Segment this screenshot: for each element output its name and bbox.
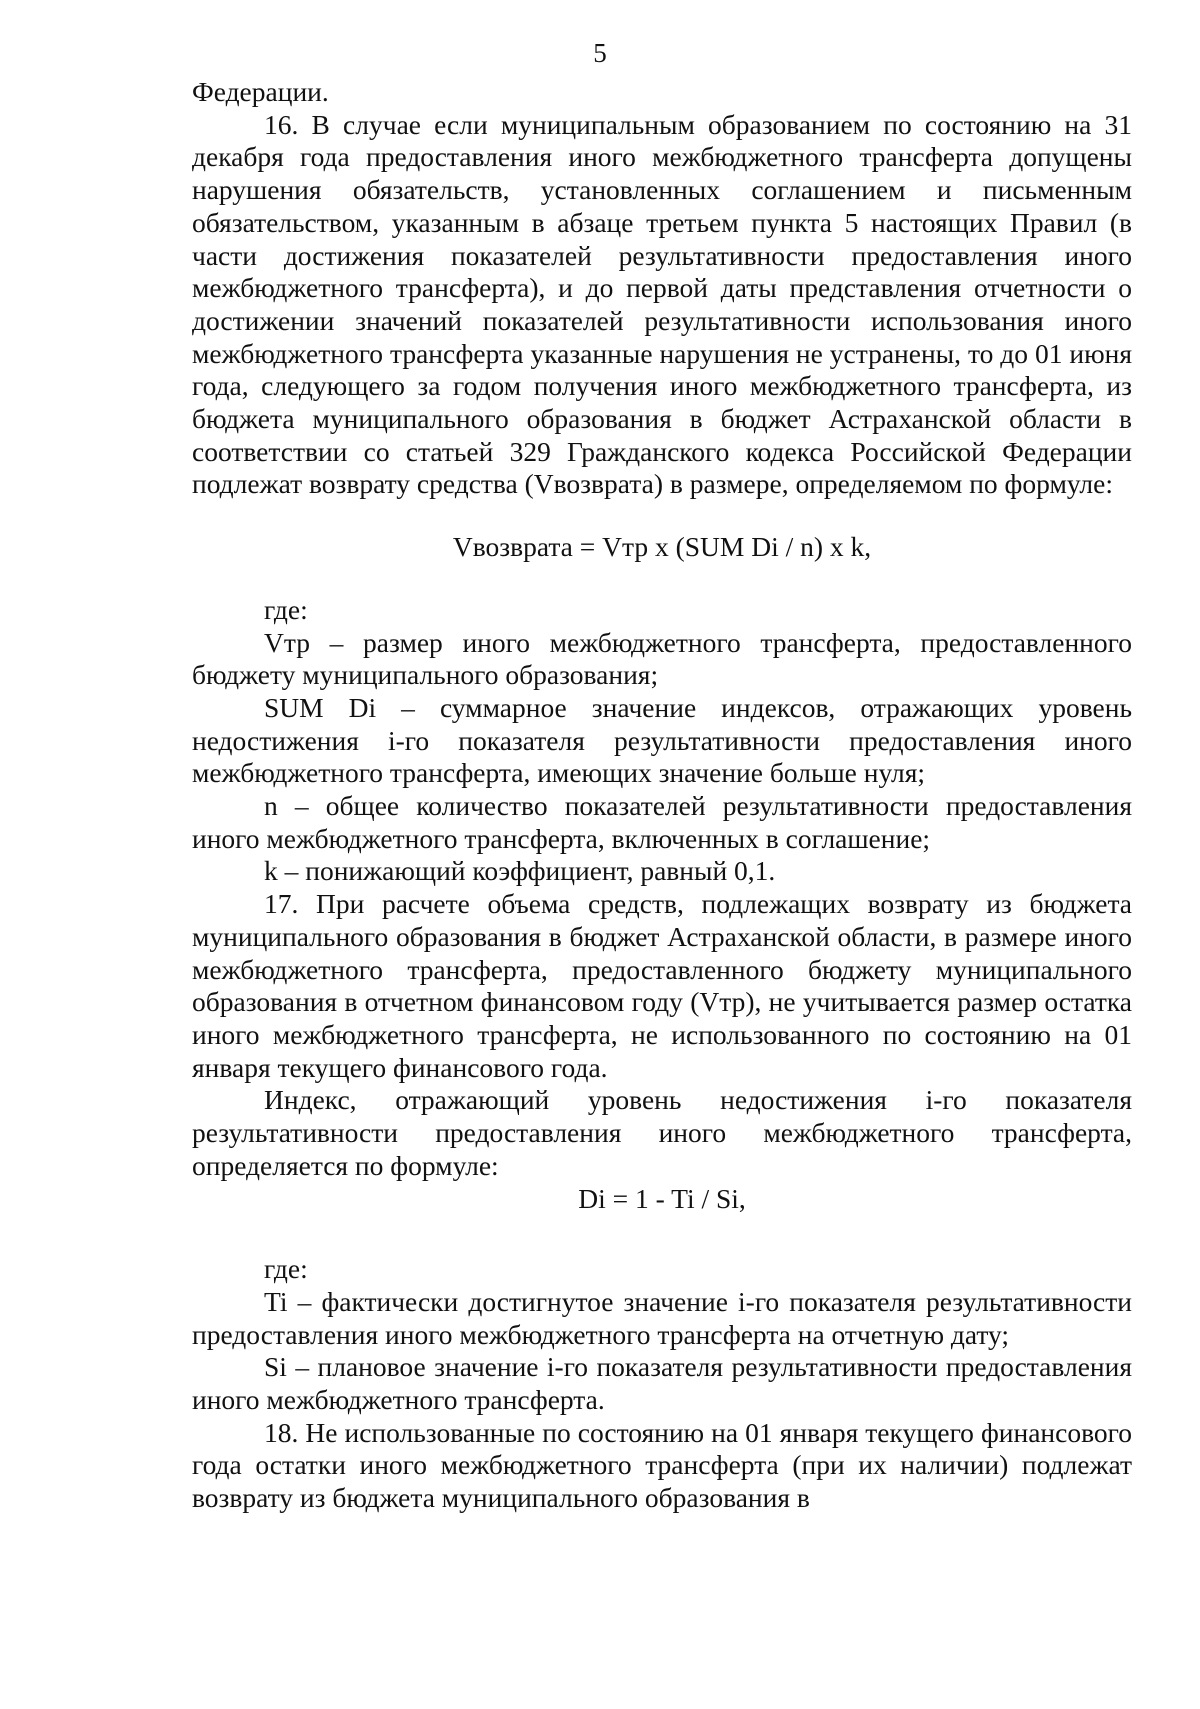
paragraph-continuation: Федерации. — [192, 76, 329, 107]
formula-return-amount: Vвозврата = Vтр x (SUM Di / n) x k, — [452, 531, 872, 563]
page-number: 5 — [593, 38, 607, 68]
definition-n: n – общее количество показателей результативности предоставления иного межбюджетного трансферта, включенных в соглашение; — [192, 790, 1132, 854]
definition-si: Si – плановое значение i-го показателя результативности предоставления иного межбюджетного трансферта. — [192, 1351, 1132, 1416]
paragraph-index-intro: Индекс, отражающий уровень недостижения i-го показателя результативности предоставления иного межбюджетного трансферта, определяется по формуле: — [192, 1084, 1132, 1181]
formula-index-di: Di = 1 - Ti / Si, — [578, 1182, 746, 1214]
definition-vtr: Vтр – размер иного межбюджетного трансферта, предоставленного бюджету муниципального образования; — [192, 626, 1132, 691]
paragraph-clause-16: 16. В случае если муниципальным образованием по состоянию на 31 декабря года предоставления иного межбюджетного трансферта допущены нарушения обязательств, установленных соглашением и письменным обязательством, указанным в абзаце третьем пункта 5 настоящих Правил (в части достижения показателей результативности предоставления иного межбюджетного трансферта), и до первой даты представления отчетности о достижении значений показателей результативности использования иного межбюджетного трансферта указанные нарушения не устранены, то до 01 июня года, следующего за годом получения иного межбюджетного трансферта, из бюджета муниципального образования в бюджет Астраханской области в соответствии со статьей 329 Гражданского кодекса Российской Федерации подлежат возврату средства (Vвозврата) в размере, определяемом по формуле: — [192, 108, 1132, 500]
paragraph-clause-18: 18. Не использованные по состоянию на 01 января текущего финансового года остатки иного межбюджетного трансферта (при их наличии) подлежат возврату из бюджета муниципального образования в — [192, 1416, 1132, 1514]
document-body — [192, 76, 1132, 1515]
definition-ti: Ti – фактически достигнутое значение i-го показателя результативности предоставления иного межбюджетного трансферта на отчетную дату; — [192, 1285, 1132, 1350]
where-label-2: где: — [264, 1253, 308, 1285]
definition-k: k – понижающий коэффициент, равный 0,1. — [264, 855, 776, 887]
paragraph-clause-17: 17. При расчете объема средств, подлежащих возврату из бюджета муниципального образования в бюджет Астраханской области, в размере иного межбюджетного трансферта, предоставленного бюджету муниципального образования в отчетном финансовом году (Vтр), не учитывается размер остатка иного межбюджетного трансферта, не использованного по состоянию на 01 января текущего финансового года. — [192, 888, 1132, 1083]
definition-sum-di: SUM Di – суммарное значение индексов, отражающих уровень недостижения i-го показателя результативности предоставления иного межбюджетного трансферта, имеющих значение больше нуля; — [192, 691, 1132, 789]
where-label: где: — [264, 593, 308, 625]
